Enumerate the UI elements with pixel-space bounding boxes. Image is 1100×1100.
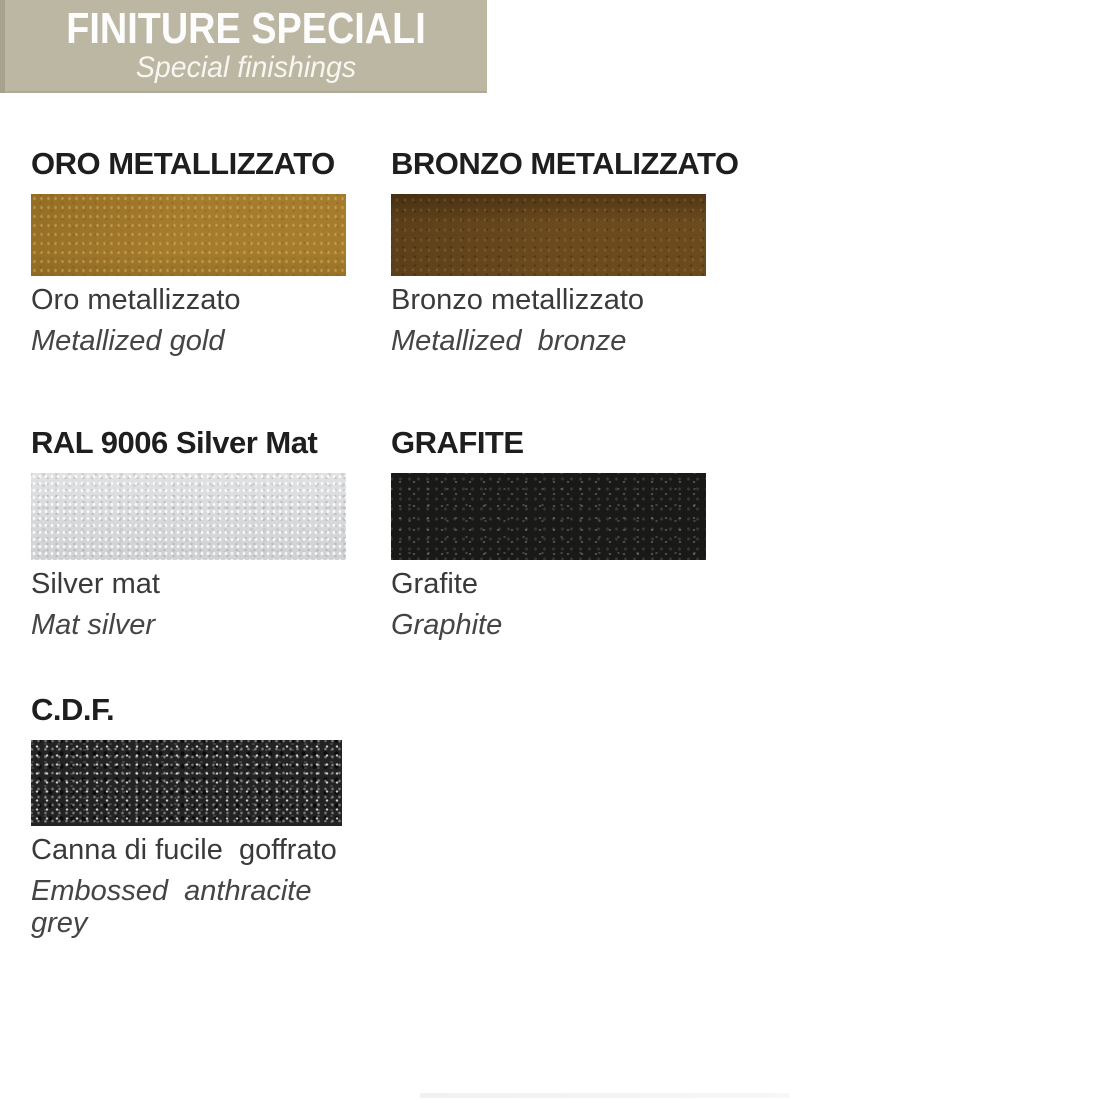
swatch-graphite (391, 473, 706, 560)
caption-english: Metallized gold (31, 325, 225, 357)
section-ral9006-silver-mat (31, 426, 371, 641)
page-subtitle: Special finishings (135, 51, 357, 84)
swatch-embossed-anthracite (31, 740, 342, 826)
caption-italian: Canna di fucile goffrato (31, 834, 337, 866)
caption-italian: Bronzo metallizzato (391, 284, 645, 316)
caption-italian: Silver mat (31, 568, 160, 600)
section-heading: RAL 9006 Silver Mat (31, 425, 318, 460)
section-bronzo-metalizzato (391, 146, 739, 357)
header-banner (0, 0, 487, 93)
caption-english: Embossed anthracite grey (31, 875, 320, 939)
scan-artifact (420, 1093, 790, 1098)
section-grafite (391, 426, 731, 641)
swatch-silver-mat (31, 473, 346, 560)
banner-accent-edge (0, 0, 5, 93)
section-cdf (31, 693, 371, 939)
caption-english: Metallized bronze (391, 325, 627, 357)
page-title: FINITURE SPECIALI (66, 4, 426, 53)
swatch-metallized-bronze (391, 194, 706, 276)
caption-english: Mat silver (31, 609, 156, 641)
section-heading: BRONZO METALIZZATO (391, 146, 739, 181)
section-heading: ORO METALLIZZATO (31, 146, 335, 181)
caption-italian: Grafite (391, 568, 479, 600)
caption-english: Graphite (391, 609, 503, 641)
section-heading: GRAFITE (391, 425, 524, 460)
swatch-metallized-gold (31, 194, 346, 276)
section-oro-metallizzato (31, 147, 371, 357)
section-heading: C.D.F. (31, 692, 115, 727)
caption-italian: Oro metallizzato (31, 284, 241, 316)
